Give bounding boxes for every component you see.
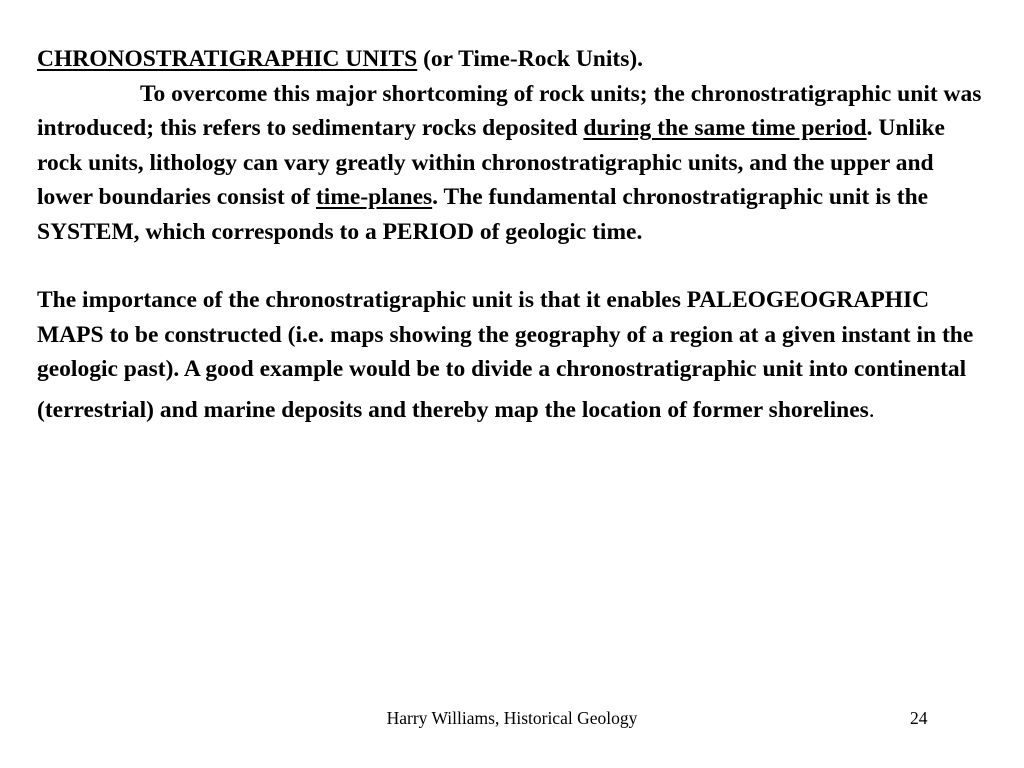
p2-text-2: and marine deposits and thereby map the location of former shorelines [159, 396, 869, 423]
paragraph-importance [37, 283, 987, 427]
heading-suffix: (or Time-Rock Units). [417, 46, 644, 72]
p1-text-1: To overcome this major shortcoming of rock units; the chronostratigraphic unit was introduced; this refers to sedimentary rocks deposited [37, 80, 982, 141]
p1-text-2: . Unlike rock units, lithology can vary greatly within chronostratigraphic units, and the upper and lower boundaries consist of [37, 115, 945, 210]
slide-heading: CHRONOSTRATIGRAPHIC UNITS [37, 46, 418, 72]
p1-underline-1: during the same time period [583, 115, 867, 141]
paragraph-intro [37, 42, 987, 249]
p2-text-3: . [868, 396, 875, 423]
p1-text-3: . The fundamental chronostratigraphic unit is the SYSTEM, which corresponds to a PERIOD of geologic time. [37, 184, 929, 245]
slide-body [37, 42, 987, 427]
p1-underline-2: time-planes [315, 184, 433, 210]
page-number: 24 [910, 708, 928, 728]
p2-text-1: The importance of the chronostratigraphic unit is that it enables PALEOGEOGRAPHIC MAPS to be constructed (i.e. maps showing the geography of a region at a given instant in the geologic past). A good example would be to divide a chronostratigraphic unit into continental (terrestrial) [37, 287, 974, 423]
p2-last-line [160, 393, 875, 428]
footer-attribution: Harry Williams, Historical Geology [386, 708, 638, 728]
